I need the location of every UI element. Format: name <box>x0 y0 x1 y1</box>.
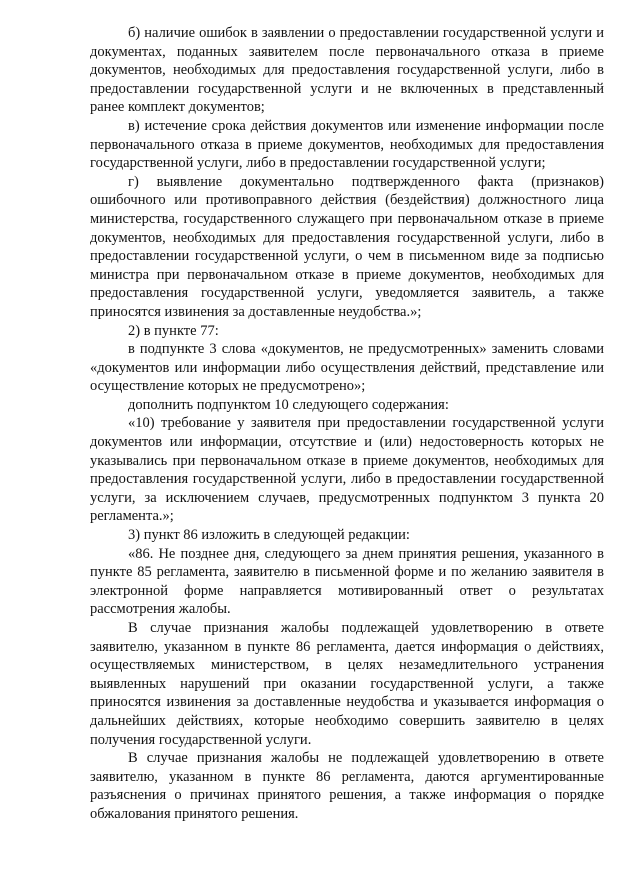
document-page <box>90 24 604 824</box>
paragraph-g: г) выявление документально подтвержденного факта (признаков) ошибочного или противоправного действия (бездействия) должностного лица министерства, государственного служащего при первоначальном отказе в приеме документов, необходимых для предоставления государственной услуги, либо в предоставлении государственной услуги, о чем в письменном виде за подписью министра при первоначальном отказе в приеме документов, необходимых для предоставления государственной услуги, уведомляется заявитель, а также приносятся извинения за доставленные неудобства.»; <box>90 173 604 320</box>
paragraph-complaint-satisfied: В случае признания жалобы подлежащей удовлетворению в ответе заявителю, указанном в пункте 86 регламента, дается информация о действиях, осуществляемых министерством, в целях незамедлительного устранения выявленных нарушений при оказании государственной услуги, а также приносятся извинения за доставленные неудобства и указывается информация о дальнейших действиях, которые необходимо совершить заявителю в целях получения государственной услуги. <box>90 620 604 748</box>
paragraph-point-86: «86. Не позднее дня, следующего за днем принятия решения, указанного в пункте 85 регламента, заявителю в письменной форме и по желанию заявителя в электронной форме направляется мотивированный ответ о результатах рассмотрения жалобы. <box>90 545 604 618</box>
paragraph-complaint-rejected: В случае признания жалобы не подлежащей удовлетворению в ответе заявителю, указанном в пункте 86 регламента, даются аргументированные разъяснения о причинах принятого решения, а также информация о порядке обжалования принятого решения. <box>90 750 604 822</box>
paragraph-v: в) истечение срока действия документов или изменение информации после первоначального отказа в приеме документов, необходимых для предоставления государственной услуги, либо в предоставлении государственной услуги; <box>90 117 604 172</box>
paragraph-subitem-10-text: «10) требование у заявителя при предоставлении государственной услуги документов или информации, отсутствие и (или) недостоверность которых не указывались при первоначальном отказе в приеме документов, необходимых для предоставления государственной услуги, либо в предоставлении государственной услуги, за исключением случаев, предусмотренных подпунктом 3 пункта 20 регламента.»; <box>90 415 604 525</box>
paragraph-b: б) наличие ошибок в заявлении о предоставлении государственной услуги и документах, поданных заявителем после первоначального отказа в приеме документов, необходимых для предоставления государственной услуги, либо в предоставлении государственной услуги и не включенных в представленный ранее комплект документов; <box>90 25 604 116</box>
paragraph-item-3: 3) пункт 86 изложить в следующей редакции: <box>128 527 410 544</box>
paragraph-add-subitem-10: дополнить подпунктом 10 следующего содержания: <box>128 396 449 413</box>
paragraph-subitem-3: в подпункте 3 слова «документов, не предусмотренных» заменить словами «документов или информации либо осуществления действий, представление или осуществление которых не предусмотрено»; <box>90 341 604 395</box>
paragraph-item-2: 2) в пункте 77: <box>128 322 219 339</box>
